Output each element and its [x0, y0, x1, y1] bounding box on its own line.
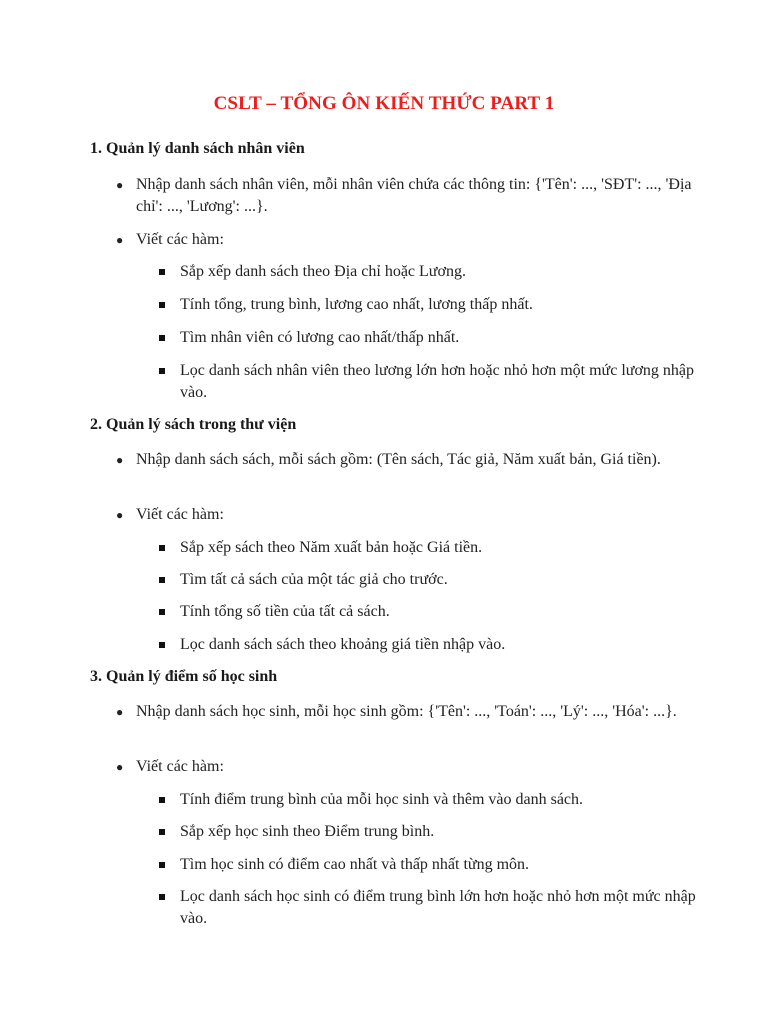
bullet-square-icon — [159, 894, 165, 900]
bullet-square-icon — [159, 335, 165, 341]
section-3-input-text: Nhập danh sách học sinh, mỗi học sinh gồm: {'Tên': ..., 'Toán': ..., 'Lý': ..., 'Hóa': ...}. — [136, 703, 677, 720]
bullet-dot-icon: ● — [116, 233, 124, 247]
bullet-dot-icon: ● — [116, 453, 124, 467]
section-1-input-text: Nhập danh sách nhân viên, mỗi nhân viên chứa các thông tin: {'Tên': ..., 'SĐT': ..., 'Địa chỉ': ..., 'Lương': ...}. — [136, 176, 692, 215]
section-3-function-2 — [159, 821, 699, 843]
bullet-square-icon — [159, 302, 165, 308]
bullet-square-icon — [159, 829, 165, 835]
section-2-function-2 — [159, 569, 699, 591]
section-3-function-3 — [159, 854, 699, 876]
section-2-functions-item — [116, 504, 696, 526]
bullet-dot-icon: ● — [116, 760, 124, 774]
section-1-functions-label: Viết các hàm: — [136, 231, 224, 248]
section-1-function-1 — [159, 261, 699, 283]
section-2-function-3 — [159, 601, 699, 623]
function-text: Tìm tất cả sách của một tác giả cho trước. — [180, 571, 448, 588]
document-title: CSLT – TỔNG ÔN KIẾN THỨC PART 1 — [213, 93, 555, 114]
section-1-function-4 — [159, 360, 699, 404]
function-text: Lọc danh sách học sinh có điểm trung bình lớn hơn hoặc nhỏ hơn một mức nhập vào. — [180, 888, 696, 927]
function-text: Sắp xếp danh sách theo Địa chỉ hoặc Lương. — [180, 263, 466, 280]
bullet-dot-icon: ● — [116, 178, 124, 192]
section-2-input-text: Nhập danh sách sách, mỗi sách gồm: (Tên sách, Tác giả, Năm xuất bản, Giá tiền). — [136, 451, 661, 468]
function-text: Tính điểm trung bình của mỗi học sinh và thêm vào danh sách. — [180, 791, 584, 808]
section-3-function-4 — [159, 886, 699, 930]
section-1-function-2 — [159, 294, 699, 316]
function-text: Sắp xếp sách theo Năm xuất bản hoặc Giá tiền. — [180, 539, 483, 556]
section-heading-2: 2. Quản lý sách trong thư viện — [90, 416, 297, 433]
section-3-function-1 — [159, 789, 699, 811]
section-1-function-3 — [159, 327, 699, 349]
function-text: Tính tổng, trung bình, lương cao nhất, lương thấp nhất. — [180, 296, 533, 313]
bullet-square-icon — [159, 545, 165, 551]
section-3-functions-item — [116, 756, 696, 778]
bullet-square-icon — [159, 269, 165, 275]
section-3-functions-label: Viết các hàm: — [136, 758, 224, 775]
section-heading-3: 3. Quản lý điểm số học sinh — [90, 668, 278, 685]
section-1-input-item — [116, 174, 696, 218]
section-2-function-1 — [159, 537, 699, 559]
bullet-dot-icon: ● — [116, 508, 124, 522]
bullet-square-icon — [159, 797, 165, 803]
section-1-functions-item — [116, 229, 696, 251]
bullet-square-icon — [159, 642, 165, 648]
section-2-function-4 — [159, 634, 699, 656]
bullet-square-icon — [159, 609, 165, 615]
bullet-square-icon — [159, 862, 165, 868]
function-text: Lọc danh sách nhân viên theo lương lớn hơn hoặc nhỏ hơn một mức lương nhập vào. — [180, 362, 694, 401]
section-2-functions-label: Viết các hàm: — [136, 506, 224, 523]
bullet-square-icon — [159, 577, 165, 583]
function-text: Tìm nhân viên có lương cao nhất/thấp nhất. — [180, 329, 460, 346]
section-3-input-item — [116, 701, 696, 723]
bullet-square-icon — [159, 368, 165, 374]
function-text: Lọc danh sách sách theo khoảng giá tiền nhập vào. — [180, 636, 506, 653]
function-text: Tìm học sinh có điểm cao nhất và thấp nhất từng môn. — [180, 856, 530, 873]
section-heading-1: 1. Quản lý danh sách nhân viên — [90, 140, 305, 157]
section-2-input-item — [116, 449, 696, 471]
function-text: Sắp xếp học sinh theo Điểm trung bình. — [180, 823, 435, 840]
function-text: Tính tổng số tiền của tất cả sách. — [180, 603, 390, 620]
bullet-dot-icon: ● — [116, 705, 124, 719]
